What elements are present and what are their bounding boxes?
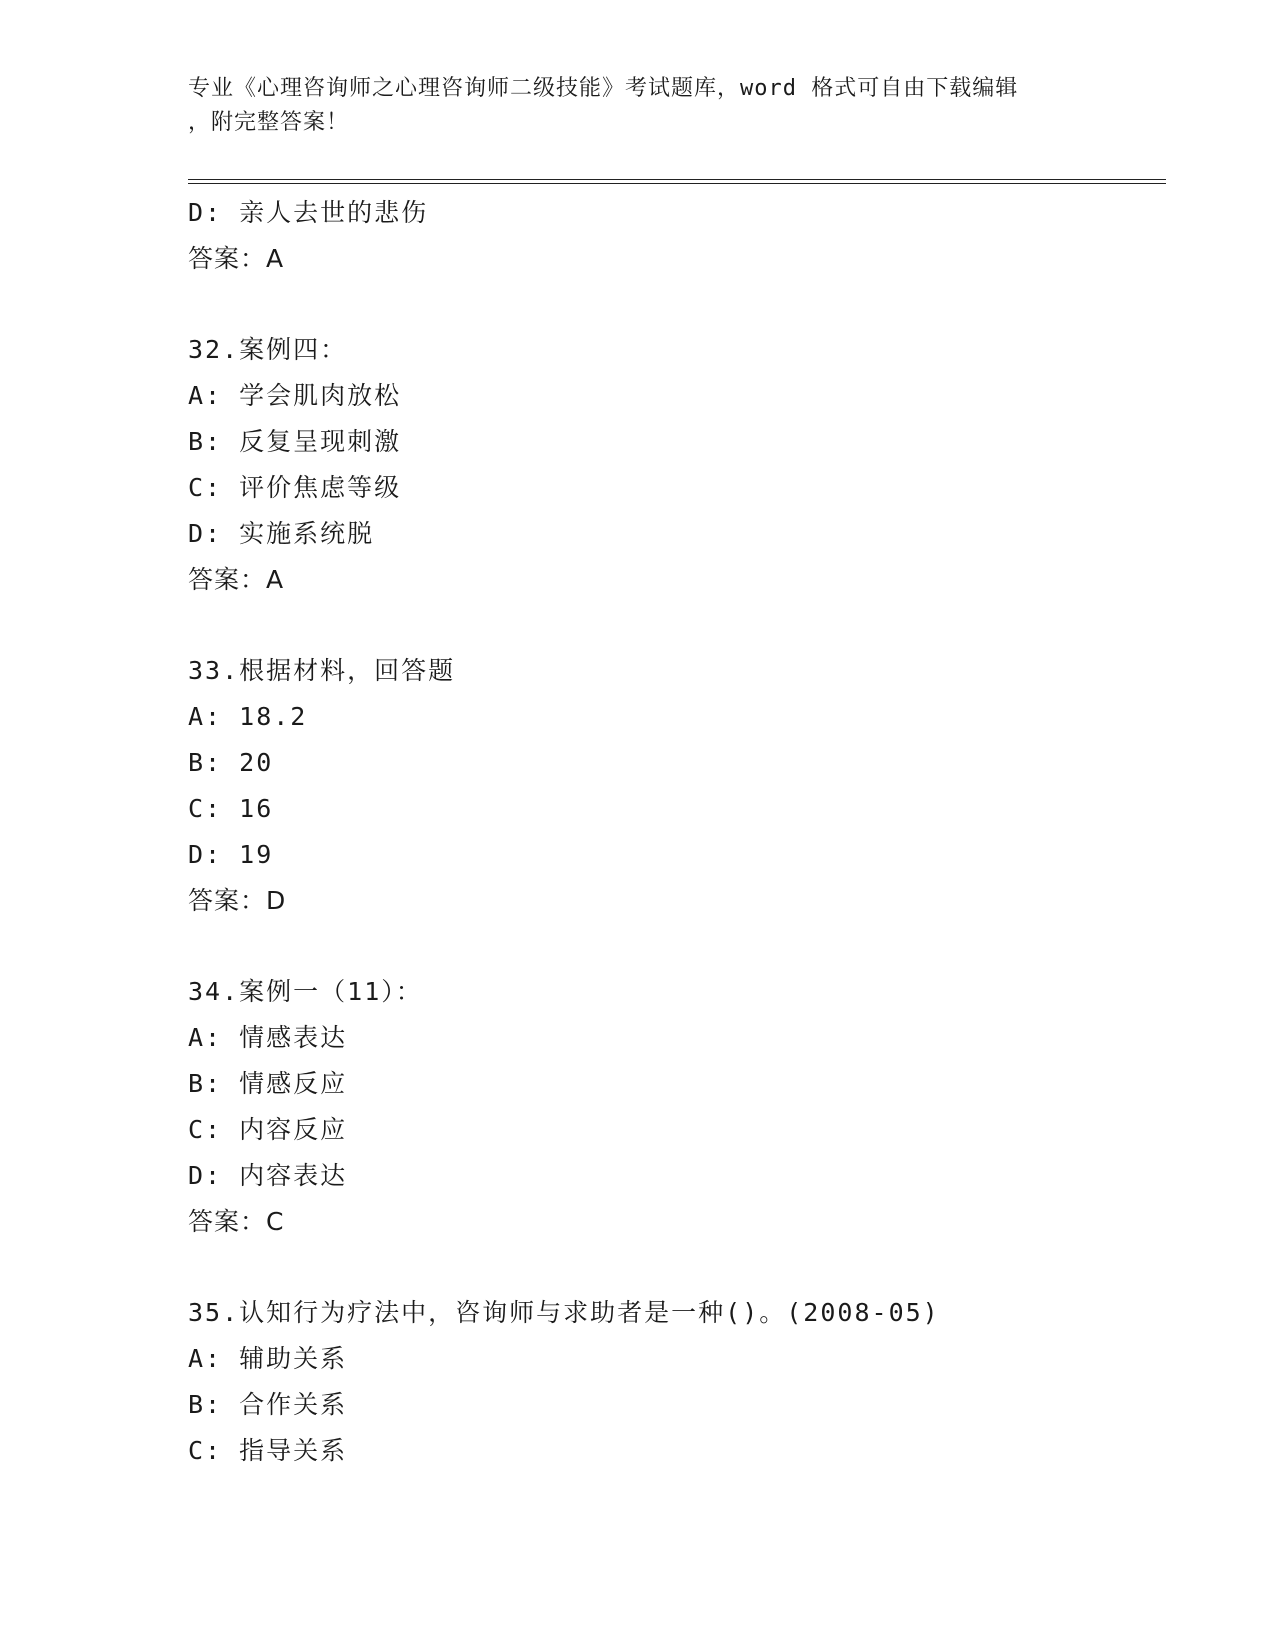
question-32 [188,327,1168,603]
question-text: 34.案例一（11）： [188,977,423,1006]
question-text: 32.案例四： [188,335,348,364]
header-line-2: ，附完整答案！ [188,110,350,135]
answer-line: 答案：A [188,244,285,273]
option-b: B: 20 [188,748,274,777]
option-b: B: 情感反应 [188,1069,348,1098]
option-b: B: 合作关系 [188,1390,348,1419]
answer-line: 答案：C [188,1207,285,1236]
answer-line: 答案：D [188,886,287,915]
question-34 [188,969,1168,1245]
header-rule-bottom [188,183,1166,184]
option-c: C: 内容反应 [188,1115,348,1144]
question-35 [188,1290,1168,1474]
option-d: D: 内容表达 [188,1161,348,1190]
question-list [188,190,1168,1474]
answer-line: 答案：A [188,565,285,594]
question-33 [188,648,1168,924]
option-c: C: 评价焦虑等级 [188,473,402,502]
option-d: D: 实施系统脱 [188,519,375,548]
header-rule-top [188,179,1166,180]
option-a: A: 情感表达 [188,1023,348,1052]
option-c: C: 指导关系 [188,1436,348,1465]
option-b: B: 反复呈现刺激 [188,427,402,456]
option-a: A: 学会肌肉放松 [188,381,402,410]
option-d: D: 亲人去世的悲伤 [188,198,429,227]
option-c: C: 16 [188,794,274,823]
header-line-1: 专业《心理咨询师之心理咨询师二级技能》考试题库，word 格式可自由下载编辑 [188,76,1019,101]
option-d: D: 19 [188,840,274,869]
document-header [188,72,1088,140]
option-a: A: 辅助关系 [188,1344,348,1373]
option-a: A: 18.2 [188,702,308,731]
question-text: 35.认知行为疗法中，咨询师与求助者是一种()。(2008-05) [188,1298,940,1327]
question-text: 33.根据材料，回答题 [188,656,456,685]
